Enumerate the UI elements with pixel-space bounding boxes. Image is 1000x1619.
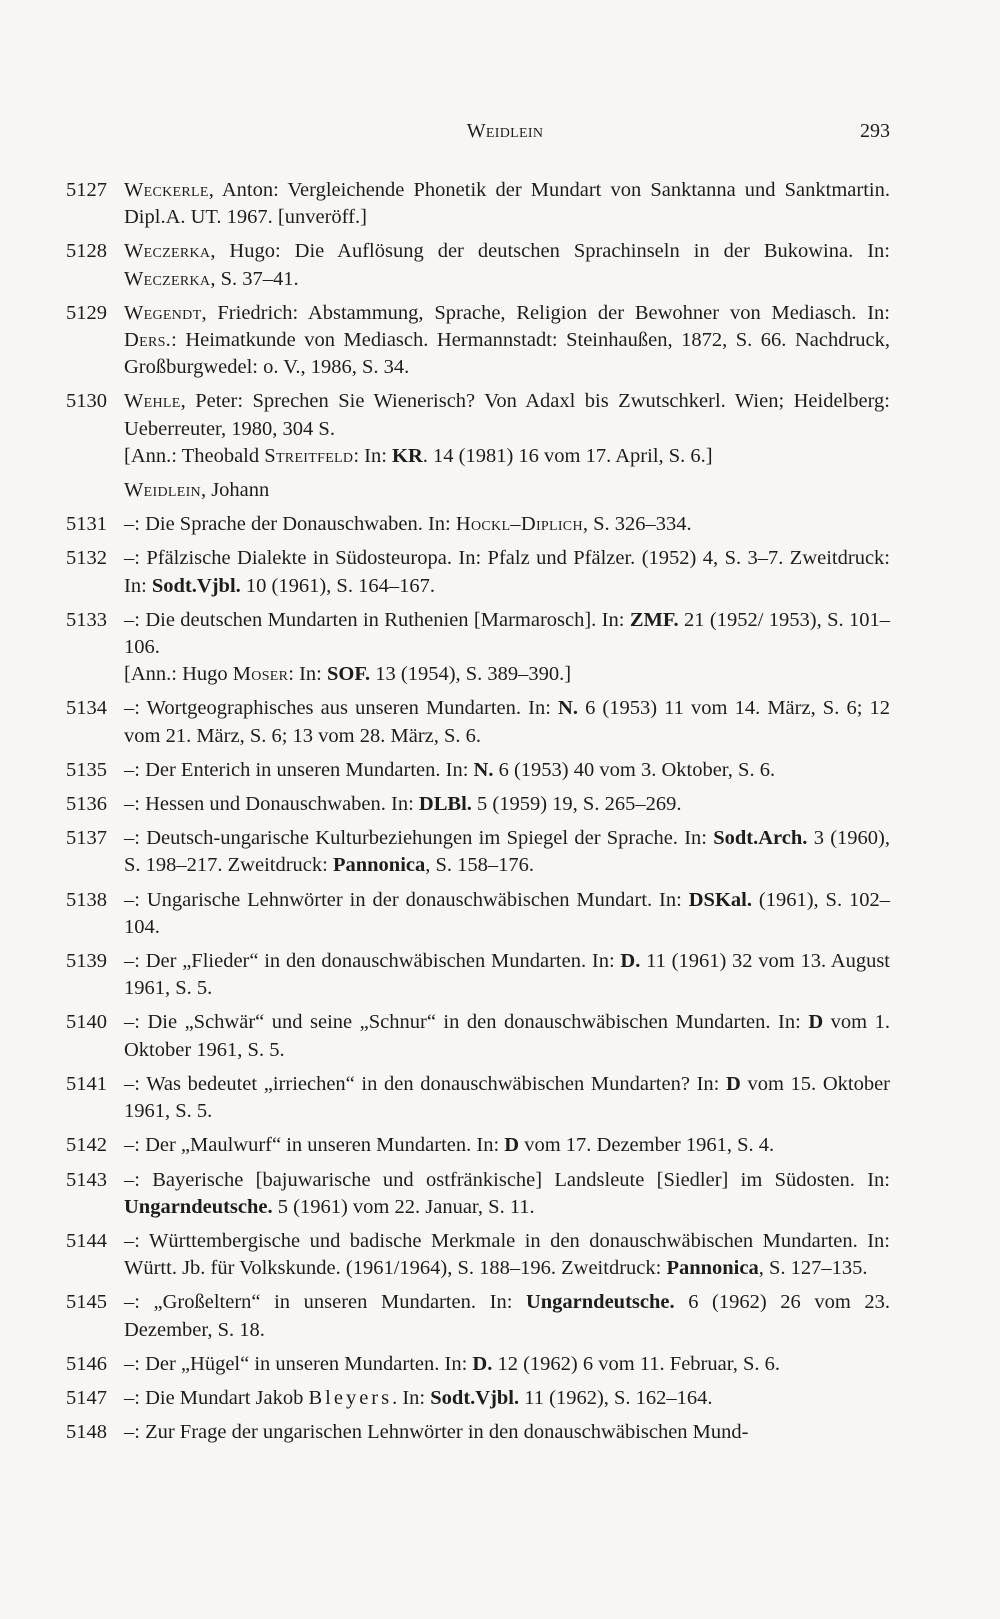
bibliography-entry-5129 xyxy=(66,300,890,382)
author-heading: Weidlein, Johann xyxy=(124,479,270,502)
entry-text: Wehle, Peter: Sprechen Sie Wienerisch? Von Adaxl bis Zwutschkerl. Wien; Heidelberg: Ueberreuter, 1980, 304 S. xyxy=(124,390,890,440)
bibliography-entry-5147 xyxy=(66,1385,890,1412)
entry-text: –: Die Sprache der Donauschwaben. In: Hockl–Diplich, S. 326–334. xyxy=(124,513,692,536)
entry-number: 5147 xyxy=(66,1386,107,1409)
entry-text: –: Ungarische Lehnwörter in der donauschwäbischen Mundart. In: DSKal. (1961), S. 102–104. xyxy=(124,888,890,938)
entry-number: 5134 xyxy=(66,697,107,720)
entry-text: –: „Großeltern“ in unseren Mundarten. In: Ungarndeutsche. 6 (1962) 26 vom 23. Dezember, S. 18. xyxy=(124,1291,890,1341)
bibliography-entry-5127 xyxy=(66,177,890,231)
entry-text: –: Was bedeutet „irriechen“ in den donauschwäbischen Mundarten? In: D vom 15. Oktober 1961, S. 5. xyxy=(124,1072,891,1123)
entry-text: –: Die deutschen Mundarten in Ruthenien [Marmarosch]. In: ZMF. 21 (1952/ 1953), S. 101–106. xyxy=(124,608,890,659)
bibliography-entry-5145 xyxy=(66,1289,890,1343)
running-head: Weidlein xyxy=(466,120,544,142)
entry-text: –: Deutsch-ungarische Kulturbeziehungen im Spiegel der Sprache. In: Sodt.Arch. 3 (1960), S. 198–217. Zweitdruck: Pannonica, S. 158–176. xyxy=(124,827,890,877)
entry-number: 5128 xyxy=(66,240,107,263)
entry-text: –: Zur Frage der ungarischen Lehnwörter in den donauschwäbischen Mund- xyxy=(124,1421,749,1444)
entry-number: 5136 xyxy=(66,793,107,816)
page-number: 293 xyxy=(860,120,890,142)
entry-number: 5131 xyxy=(66,513,107,536)
bibliography-entry-5143 xyxy=(66,1167,890,1221)
entry-number: 5132 xyxy=(66,547,107,570)
bibliography-entry-5148 xyxy=(66,1419,890,1446)
entry-text: Weczerka, Hugo: Die Auflösung der deutschen Sprachinseln in der Bukowina. In: Weczerka, S. 37–41. xyxy=(124,240,890,290)
annotation-note-5133: [Ann.: Hugo Moser: In: SOF. 13 (1954), S. 389–390.] xyxy=(124,663,572,686)
entry-text: –: Der Enterich in unseren Mundarten. In: N. 6 (1953) 40 vom 3. Oktober, S. 6. xyxy=(124,758,776,781)
entry-number: 5129 xyxy=(66,301,107,324)
entry-text: Wegendt, Friedrich: Abstammung, Sprache, Religion der Bewohner von Mediasch. In: Ders.: Heimatkunde von Mediasch. Hermannstadt: Steinhaußen, 1872, S. 66. Nachdruck, Großburgwedel: o. V., 1986, S. 34. xyxy=(124,301,890,379)
entry-number: 5146 xyxy=(66,1352,107,1375)
bibliography-entry-5142 xyxy=(66,1132,890,1159)
bibliography-entry-5128 xyxy=(66,238,890,292)
page-header xyxy=(120,120,890,150)
entry-number: 5143 xyxy=(66,1168,107,1191)
entry-number: 5137 xyxy=(66,827,107,850)
entry-text: –: Der „Hügel“ in unseren Mundarten. In: D. 12 (1962) 6 vom 11. Februar, S. 6. xyxy=(124,1352,780,1375)
bibliography-entry-5140 xyxy=(66,1009,890,1063)
entry-number: 5144 xyxy=(66,1229,107,1252)
bibliography-entry-5138 xyxy=(66,887,890,941)
entry-number: 5138 xyxy=(66,888,107,911)
entry-number: 5140 xyxy=(66,1011,107,1034)
entry-text: –: Württembergische und badische Merkmale in den donauschwäbischen Mundarten. In: Württ. Jb. für Volkskunde. (1961/1964), S. 188–196. Zweitdruck: Pannonica, S. 127–135. xyxy=(124,1229,890,1280)
bibliography-entry-5135 xyxy=(66,757,890,784)
bibliography-entry-5146 xyxy=(66,1351,890,1378)
entry-text: –: Wortgeographisches aus unseren Mundarten. In: N. 6 (1953) 11 vom 14. März, S. 6; 12 vom 21. März, S. 6; 13 vom 28. März, S. 6. xyxy=(124,697,890,747)
entry-number: 5135 xyxy=(66,758,107,781)
bibliography-entry-5137 xyxy=(66,825,890,879)
entry-number: 5139 xyxy=(66,950,107,973)
entry-number: 5141 xyxy=(66,1072,107,1095)
entry-number: 5133 xyxy=(66,608,107,631)
entry-number: 5148 xyxy=(66,1421,107,1444)
annotation-note-5130: [Ann.: Theobald Streitfeld: In: KR. 14 (1981) 16 vom 17. April, S. 6.] xyxy=(124,444,713,467)
bibliography-entries-continued xyxy=(66,695,890,1446)
bibliography-entry-5132 xyxy=(66,545,890,599)
entry-number: 5142 xyxy=(66,1134,107,1157)
bibliography-entry-5141 xyxy=(66,1071,890,1125)
bibliography-list xyxy=(66,177,890,1453)
bibliography-entry-5136 xyxy=(66,791,890,818)
entry-text: –: Der „Maulwurf“ in unseren Mundarten. In: D vom 17. Dezember 1961, S. 4. xyxy=(124,1134,775,1157)
bibliography-entry-5139 xyxy=(66,948,890,1002)
bibliography-entry-5134 xyxy=(66,695,890,749)
entry-number: 5145 xyxy=(66,1291,107,1314)
bibliography-entry-5130 xyxy=(66,388,890,442)
entry-text: Weckerle, Anton: Vergleichende Phonetik der Mundart von Sanktanna und Sanktmartin. Dipl.A. UT. 1967. [unveröff.] xyxy=(124,179,890,229)
entry-text: –: Die Mundart Jakob Bleyers. In: Sodt.Vjbl. 11 (1962), S. 162–164. xyxy=(124,1386,713,1409)
entry-text: –: Bayerische [bajuwarische und ostfränkische] Landsleute [Siedler] im Südosten. In: Ungarndeutsche. 5 (1961) vom 22. Januar, S. 11. xyxy=(124,1168,890,1218)
bibliography-entry-5144 xyxy=(66,1228,890,1282)
entry-text: –: Die „Schwär“ und seine „Schnur“ in den donauschwäbischen Mundarten. In: D vom 1. Oktober 1961, S. 5. xyxy=(124,1011,890,1061)
bibliography-entry-5131 xyxy=(66,511,890,538)
entry-number: 5127 xyxy=(66,179,107,201)
entry-text: –: Hessen und Donauschwaben. In: DLBl. 5 (1959) 19, S. 265–269. xyxy=(124,793,682,816)
entry-number: 5130 xyxy=(66,390,107,413)
entry-text: –: Der „Flieder“ in den donauschwäbischen Mundarten. In: D. 11 (1961) 32 vom 13. August 1961, S. 5. xyxy=(124,950,890,1000)
entry-text: –: Pfälzische Dialekte in Südosteuropa. In: Pfalz und Pfälzer. (1952) 4, S. 3–7. Zweitdruck: In: Sodt.Vjbl. 10 (1961), S. 164–167. xyxy=(124,547,890,597)
bibliography-entry-5133 xyxy=(66,607,890,661)
